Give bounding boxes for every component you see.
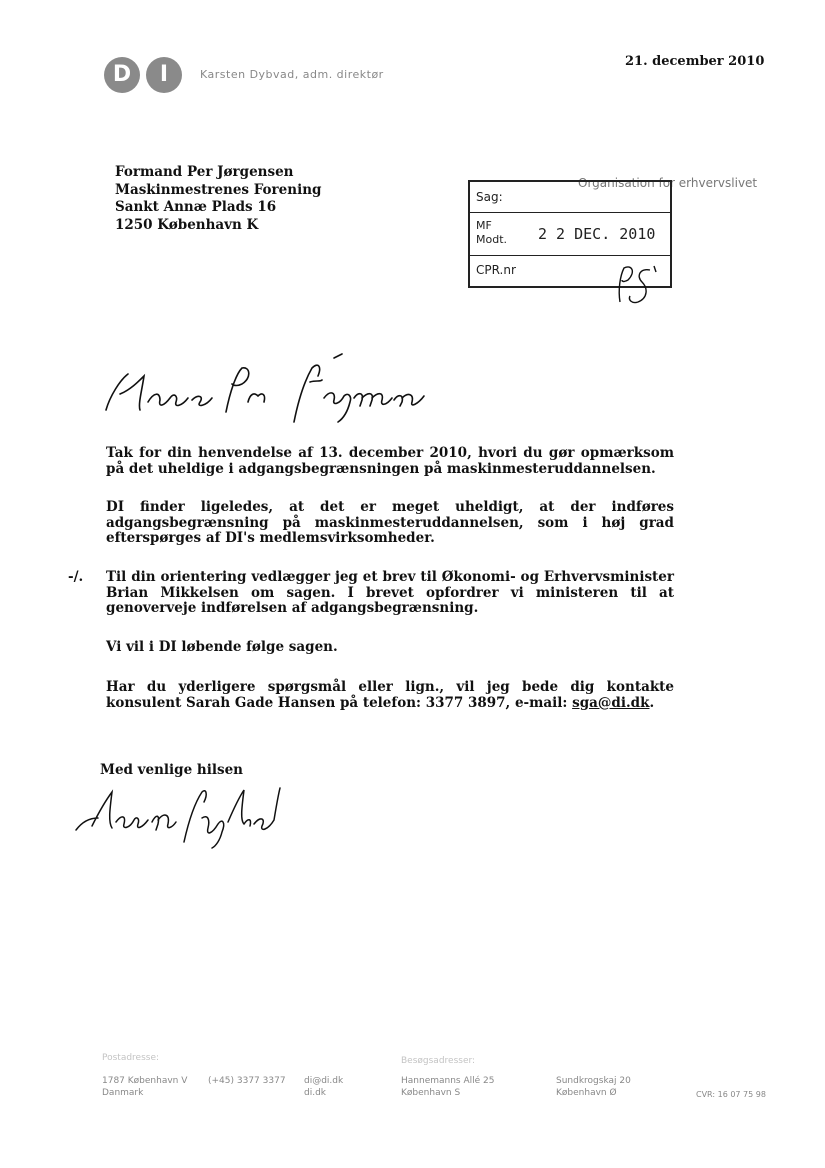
stamp-modt-label: Modt. (476, 233, 508, 246)
recipient-address (115, 164, 321, 234)
sender-line: Karsten Dybvad, adm. direktør (200, 68, 384, 81)
recipient-line: Sankt Annæ Plads 16 (115, 199, 277, 215)
footer-contact (304, 1075, 343, 1099)
paragraph-2: DI finder ligeledes, at det er meget uheldigt, at der indføres adgangsbegrænsning på maskinmesteruddannelsen, som i høj grad efterspørges af DI's medlemsvirksomheder. (106, 499, 674, 546)
handwritten-signature (72, 778, 292, 850)
paragraph-1: Tak for din henvendelse af 13. december 2010, hvori du gør opmærksom på det uheldige i adgangsbegrænsningen på maskinmesteruddannelsen. (106, 445, 674, 477)
footer-postal-line: 1787 København V (102, 1076, 188, 1086)
footer-postal-header: Postadresse: (102, 1053, 160, 1063)
footer-visit-line: København Ø (556, 1088, 617, 1098)
footer-visit-address-2 (556, 1075, 631, 1099)
footer-visit-header: Besøgsadresser: (401, 1056, 476, 1066)
letter-date: 21. december 2010 (625, 54, 765, 69)
handwritten-salutation (98, 352, 458, 432)
footer-visit-address-1 (401, 1075, 494, 1099)
stamp-org-text: Organisation for erhvervslivet (578, 176, 758, 190)
di-logo-circle-i: I (146, 57, 182, 93)
stamp-sag-label: Sag: (476, 190, 503, 204)
footer-web[interactable]: di.dk (304, 1088, 326, 1098)
contact-email-link[interactable]: sga@di.dk (572, 694, 650, 711)
stamp-cpr-label: CPR.nr (476, 263, 516, 277)
footer-phone: (+45) 3377 3377 (208, 1076, 286, 1086)
paragraph-3: Til din orientering vedlægger jeg et brev til Økonomi- og Erhvervsminister Brian Mikkelsen om sagen. I brevet opfordrer vi ministeren til at genoverveje indførelsen af adgangsbegrænsning. (106, 569, 674, 616)
paragraph-5-end: . (649, 694, 655, 711)
footer-postal-address (102, 1075, 187, 1099)
recipient-line: Maskinmestrenes Forening (115, 181, 322, 198)
footer-postal-line: Danmark (102, 1088, 144, 1098)
stamp-date: 2 2 DEC. 2010 (538, 225, 656, 243)
footer-cvr: CVR: 16 07 75 98 (696, 1090, 766, 1099)
stamp-mf-label: MF (476, 219, 492, 232)
paragraph-5 (106, 680, 674, 711)
paragraph-4: Vi vil i DI løbende følge sagen. (106, 639, 338, 655)
paragraph-5-text: Har du yderligere spørgsmål eller lign., vil jeg bede dig kontakte konsulent Sarah Gade Hansen på telefon: 3377 3897, e-mail: (106, 679, 674, 711)
stamp-row-sag (470, 182, 670, 213)
enclosure-marker: -/. (68, 569, 84, 585)
recipient-line: 1250 København K (115, 216, 259, 233)
footer-visit-line: Hannemanns Allé 25 (401, 1076, 495, 1086)
stamp-row-received (470, 213, 670, 256)
footer-visit-line: Sundkrogskaj 20 (556, 1076, 631, 1086)
di-logo-circle-d: D (104, 57, 140, 93)
closing-line: Med venlige hilsen (100, 762, 243, 778)
recipient-line: Formand Per Jørgensen (115, 164, 294, 180)
footer-email[interactable]: di@di.dk (304, 1076, 344, 1086)
footer-visit-line: København S (401, 1088, 461, 1098)
handwritten-initials (610, 262, 670, 310)
